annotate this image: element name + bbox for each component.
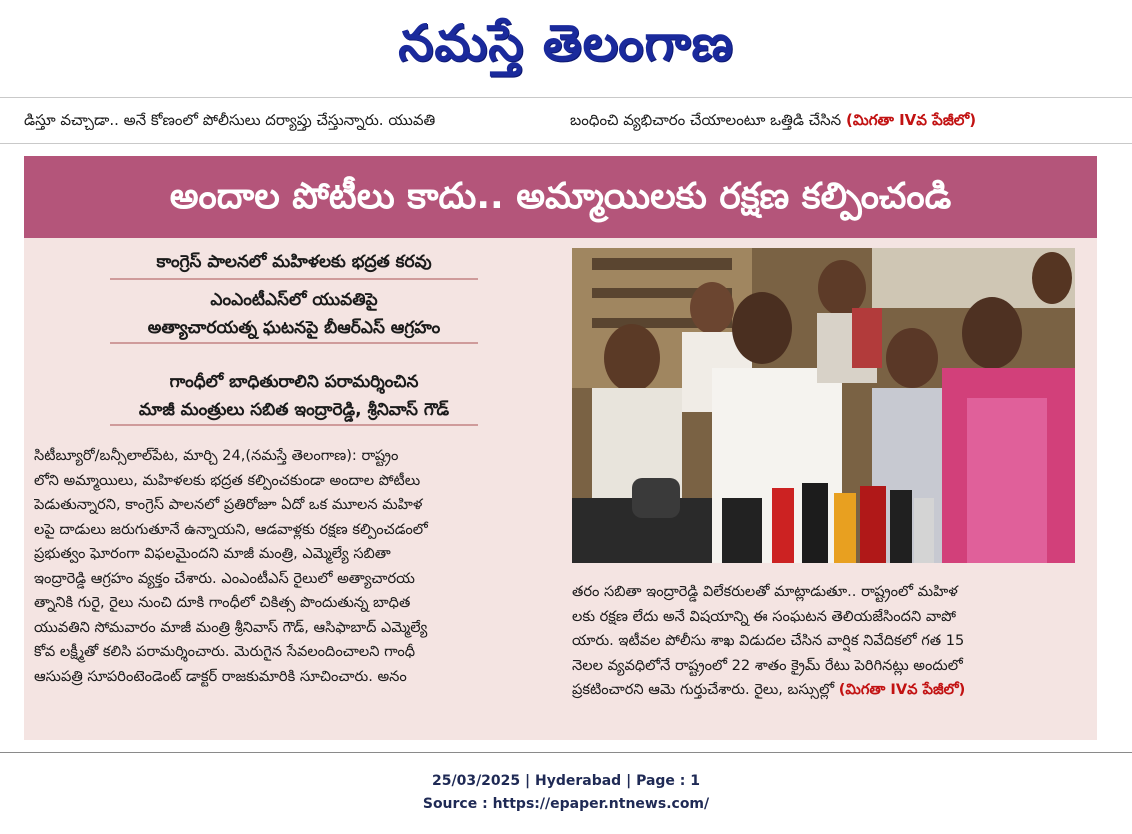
previous-story-tail: డిస్తూ వచ్చాడా.. అనే కోణంలో పోలీసులు దర్యాప్తు చేస్తున్నారు. యువతి (24, 111, 436, 129)
divider (0, 143, 1132, 144)
deck-subhead (110, 368, 478, 426)
body-line-text: ప్రకటించారని ఆమె గుర్తుచేశారు. రైలు, బస్సుల్లో (572, 681, 835, 698)
masthead-logo: నమస్తే తెలంగాణ (398, 14, 734, 72)
article-headline: అందాల పోటీలు కాదు.. అమ్మాయిలకు రక్షణ కల్పించండి (24, 156, 1097, 238)
body-line: తరం సబితా ఇంద్రారెడ్డి విలేకరులతో మాట్లాడుతూ.. రాష్ట్రంలో మహిళ (572, 583, 958, 600)
body-line: యువతిని సోమవారం మాజీ మంత్రి శ్రీనివాస్ గౌడ్, ఆసిఫాబాద్ ఎమ్మెల్యే (34, 618, 428, 636)
news-photo (572, 248, 1075, 563)
body-line: ఆసుపత్రి సూపరింటెండెంట్ డాక్టర్ రాజకుమారికి సూచించారు. అనం (34, 667, 407, 685)
body-line (572, 678, 1077, 703)
divider (0, 752, 1132, 753)
body-line: త్నానికి గురై, రైలు నుంచి దూకి గాంధీలో చికిత్స పొందుతున్న బాధిత (34, 594, 411, 611)
deck-kicker (110, 248, 478, 280)
continued-note: (మిగతా IVవ పేజీలో) (838, 681, 966, 698)
edition-info: 25/03/2025 | Hyderabad | Page : 1 (431, 773, 701, 789)
body-line: యారు. ఇటీవల పోలీసు శాఖ విడుదల చేసిన వార్షిక నివేదికలో గత 15 (572, 632, 965, 649)
deck-line: గాంధీలో బాధితురాలిని పరామర్శించిన (169, 372, 419, 392)
news-article (24, 156, 1097, 740)
deck-line: కాంగ్రెస్ పాలనలో మహిళలకు భద్రత కరవు (110, 248, 478, 280)
body-line: సిటీబ్యూరో/బన్సీలాల్‌పేట, మార్చి 24,(నమస్తే తెలంగాణ): రాష్ట్రం (34, 447, 399, 464)
body-line: ఇంద్రారెడ్డి ఆగ్రహం వ్యక్తం చేశారు. ఎంఎంటీఎస్ రైలులో అత్యాచారయ (34, 569, 415, 587)
body-line: లకు రక్షణ లేదు అనే విషయాన్ని ఈ సంఘటన తెలియజేసిందని వాపో (572, 607, 957, 625)
divider (0, 97, 1132, 98)
body-line: నెలల వ్యవధిలోనే రాష్ట్రంలో 22 శాతం క్రైమ్ రేటు పెరిగినట్లు అందులో (572, 656, 963, 674)
body-line: ప్రభుత్వం ఘోరంగా విఫలమైందని మాజీ మంత్రి, ఎమ్మెల్యే సబితా (34, 545, 391, 562)
deck-line: అత్యాచారయత్న ఘటనపై బీఆర్ఎస్ ఆగ్రహం (110, 314, 478, 344)
body-line: పెడుతున్నారని, కాంగ్రెస్ పాలనలో ప్రతిరోజూ ఏదో ఒక మూలన మహిళ (34, 496, 423, 513)
body-line: కోవ లక్ష్మీతో కలిసి పరామర్శించారు. మెరుగైన సేవలందించాలని గాంధీ (34, 643, 416, 660)
article-body-right (572, 580, 1077, 703)
page-footer (0, 770, 1132, 816)
deck-line: ఎంఎంటీఎస్‌లో యువతిపై (210, 290, 378, 310)
previous-story-text: బంధించి వ్యభిచారం చేయాలంటూ ఒత్తిడి చేసిన (570, 111, 842, 129)
deck-line: మాజీ మంత్రులు సబిత ఇంద్రారెడ్డి, శ్రీనివాస్ గౌడ్ (110, 396, 478, 426)
body-line: లపై దాడులు జరుగుతూనే ఉన్నాయని, ఆడవాళ్లకు రక్షణ కల్పించడంలో (34, 520, 428, 538)
press-meet-photo (572, 248, 1075, 563)
previous-story-tail-right (570, 108, 1070, 132)
article-body-left (34, 444, 560, 689)
body-line: లోని అమ్మాయిలు, మహిళలకు భద్రత కల్పించకుండా అందాల పోటీలు (34, 471, 421, 489)
deck-subhead (110, 286, 478, 344)
continued-note: (మిగతా IVవ పేజీలో) (845, 111, 977, 129)
source-link[interactable]: Source : https://epaper.ntnews.com/ (422, 796, 710, 812)
